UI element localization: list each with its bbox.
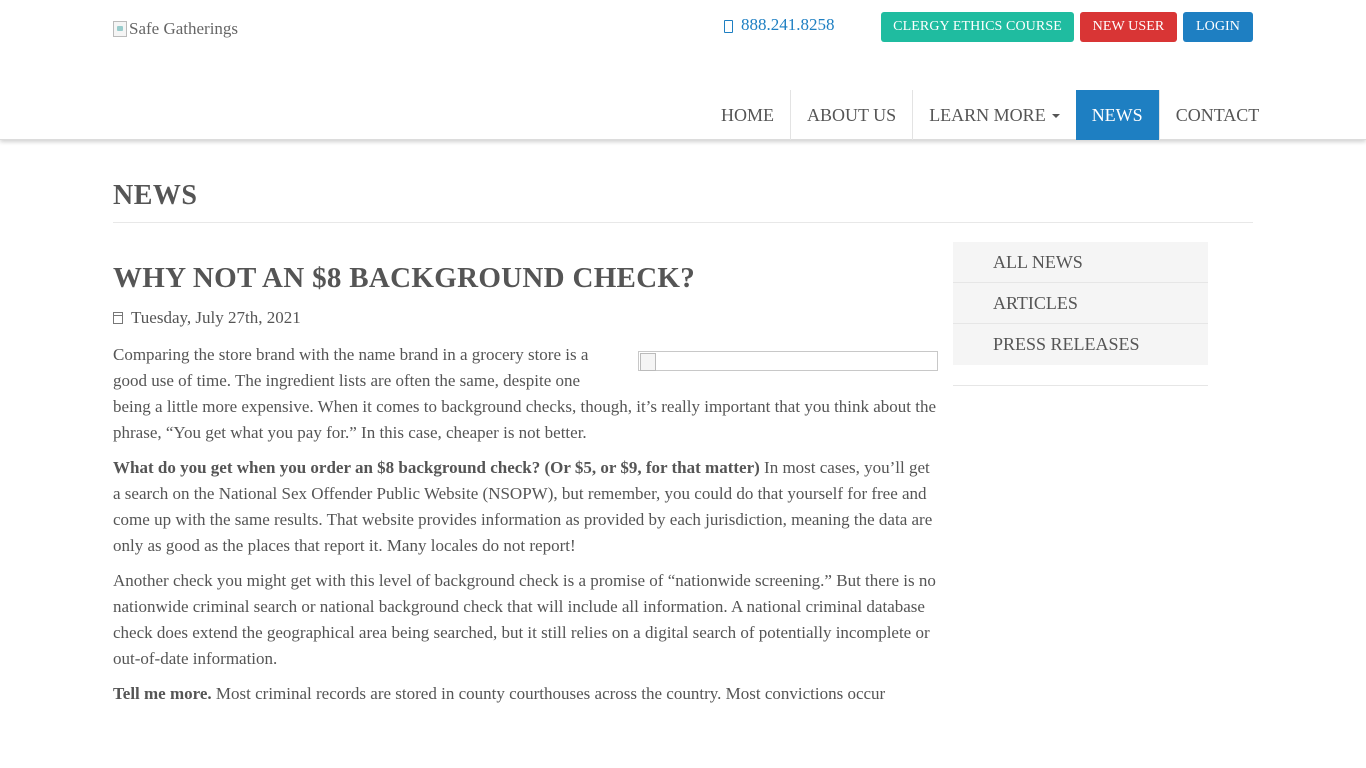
logo-alt-text: Safe Gatherings [129,19,239,38]
article-paragraph [113,681,938,707]
login-button[interactable]: LOGIN [1183,12,1253,42]
article-body [113,342,938,716]
new-user-button[interactable]: NEW USER [1080,12,1177,42]
nav-learn-more[interactable] [912,90,1076,140]
nav-news[interactable]: NEWS [1076,90,1159,140]
title-divider [113,222,1253,223]
nav-contact[interactable]: CONTACT [1159,90,1276,140]
sidebar-divider [953,385,1208,386]
phone-number: 888.241.8258 [741,15,835,34]
article-paragraph-text: Most criminal records are stored in county courthouses across the country. Most convictions occur [211,684,886,703]
nav-learn-more-label: LEARN MORE [929,104,1046,125]
calendar-icon [113,312,123,324]
phone-icon [724,20,733,33]
sidebar-item-all-news[interactable]: ALL NEWS [953,242,1208,283]
broken-image-icon [113,21,127,37]
site-header [0,0,1366,140]
article-paragraph-text: In most cases, you’ll get a search on the National Sex Offender Public Website (NSOPW), but remember, you could do that yourself for free and come up with the same results. That website provides information as provided by each jurisdiction, meaning the data are only as good as the places that report it. Many locales do not report! [113,458,933,555]
news-sidebar [953,242,1208,365]
phone-link[interactable] [724,15,835,35]
nav-about-us[interactable]: ABOUT US [790,90,912,140]
clergy-ethics-course-button[interactable]: CLERGY ETHICS COURSE [881,12,1074,42]
article-paragraph: Comparing the store brand with the name brand in a grocery store is a good use of time. The ingredient lists are often the same, despite one being a little more expensive. When it comes to background checks, though, it’s really important that you think about the phrase, “You get what you pay for.” In this case, cheaper is not better. [113,345,937,442]
nav-home[interactable]: HOME [721,104,774,125]
article-paragraph [113,455,938,559]
caret-down-icon [1052,114,1060,118]
article-title: WHY NOT AN $8 BACKGROUND CHECK? [113,262,696,294]
article-date-text: Tuesday, July 27th, 2021 [131,308,301,327]
main-nav [705,90,1275,140]
article-date [113,308,301,328]
page-title: NEWS [113,180,198,211]
sidebar-item-press-releases[interactable]: PRESS RELEASES [953,324,1208,365]
article-bold-lead: Tell me more. [113,684,212,703]
article-paragraph: Another check you might get with this level of background check is a promise of “nationwide screening.” But there is no nationwide criminal search or national background check that will include all information. A national criminal database check does extend the geographical area being searched, but it still relies on a digital search of potentially incomplete or out-of-date information. [113,571,936,668]
article-bold-lead: What do you get when you order an $8 background check? (Or $5, or $9, for that matter) [113,458,760,477]
sidebar-item-articles[interactable]: ARTICLES [953,283,1208,324]
site-logo[interactable] [113,19,238,39]
article-image [638,351,938,371]
